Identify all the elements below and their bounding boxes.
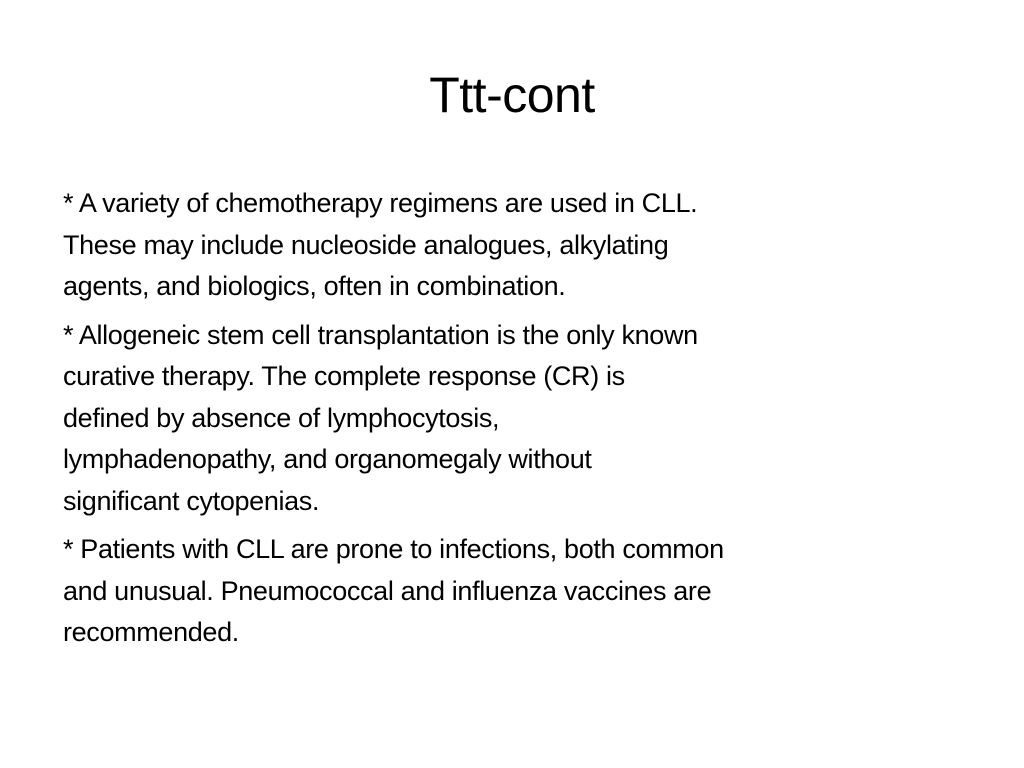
text-line: agents, and biologics, often in combination. xyxy=(63,271,566,301)
text-line: These may include nucleoside analogues, alkylating xyxy=(63,229,669,260)
text-line: significant cytopenias. xyxy=(63,485,320,516)
text-line: * Patients with CLL are prone to infections, both common xyxy=(63,534,724,564)
paragraph-transplantation xyxy=(63,315,983,523)
slide-body xyxy=(63,183,983,661)
text-line: curative therapy. The complete response (CR) is xyxy=(63,361,625,391)
slide-title: Ttt-cont xyxy=(429,67,595,123)
paragraph-chemotherapy xyxy=(63,183,983,308)
text-line: defined by absence of lymphocytosis, xyxy=(63,402,500,433)
paragraph-infections xyxy=(63,529,983,654)
text-line: lymphadenopathy, and organomegaly without xyxy=(63,444,592,474)
text-line: * A variety of chemotherapy regimens are used in CLL. xyxy=(63,188,698,218)
text-line: recommended. xyxy=(63,617,239,647)
text-line: * Allogeneic stem cell transplantation is the only known xyxy=(63,319,698,350)
text-line: and unusual. Pneumococcal and influenza vaccines are xyxy=(63,575,712,606)
